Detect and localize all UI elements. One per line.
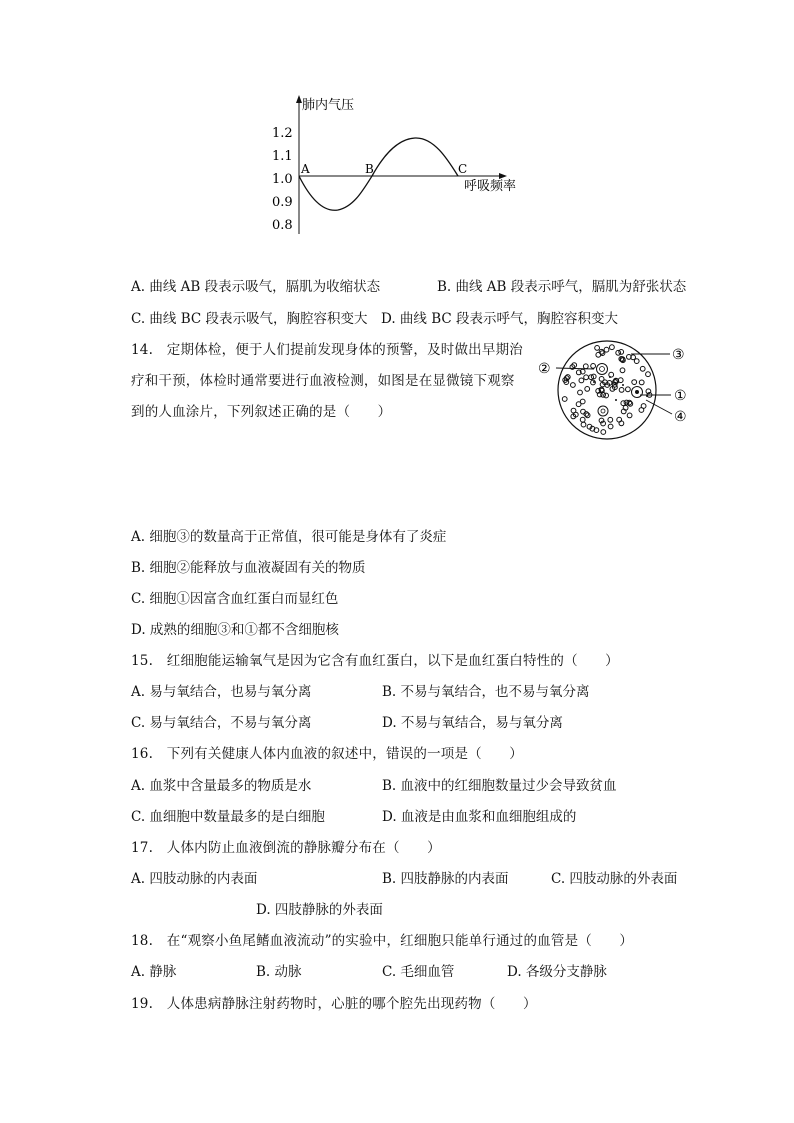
red-blood-cell [608, 424, 613, 429]
red-blood-cell [632, 380, 637, 385]
red-blood-cell [634, 359, 639, 364]
q15-stem: 15. 红细胞能运输氧气是因为它含有血红蛋白，以下是血红蛋白特性的（ ） [131, 653, 619, 669]
point-a-label: A [301, 162, 310, 176]
q16-option-c: C. 血细胞中数量最多的是白细胞 [131, 809, 325, 825]
q17-option-b: B. 四肢静脉的内表面 [382, 871, 509, 887]
q18-option-d: D. 各级分支静脉 [507, 964, 607, 980]
red-blood-cell [610, 345, 615, 350]
red-blood-cell [578, 390, 583, 395]
red-blood-cell [627, 413, 632, 418]
white-cell-3 [598, 406, 608, 416]
q13-option-c: C. 曲线 BC 段表示吸气，胸腔容积变大 [131, 311, 368, 327]
q16-option-d: D. 血液是由血浆和血细胞组成的 [382, 809, 577, 825]
label-2: ② [538, 361, 551, 377]
field-of-view [558, 341, 656, 439]
blood-smear-figure [536, 338, 696, 442]
red-blood-cell [562, 397, 567, 402]
red-blood-cell [640, 366, 645, 371]
label-1: ① [674, 388, 687, 404]
red-blood-cell [581, 422, 586, 427]
red-blood-cell [580, 399, 585, 404]
q14-option-c: C. 细胞①因富含血红蛋白而显红色 [131, 591, 339, 607]
red-blood-cell [571, 408, 576, 413]
red-blood-cell [619, 388, 624, 393]
q17-stem: 17. 人体内防止血液倒流的静脉瓣分布在（ ） [131, 840, 441, 856]
q14-stem-line3: 到的人血涂片，下列叙述正确的是（ ） [131, 404, 392, 420]
q16-option-b: B. 血液中的红细胞数量过少会导致贫血 [382, 778, 617, 794]
red-blood-cell [646, 372, 651, 377]
red-blood-cell [595, 346, 600, 351]
q17-option-d: D. 四肢静脉的外表面 [256, 902, 383, 918]
q18-stem: 18. 在“观察小鱼尾鳍血液流动”的实验中，红细胞只能单行通过的血管是（ ） [131, 933, 634, 949]
pointer-2 [556, 368, 594, 369]
q16-option-a: A. 血浆中含量最多的物质是水 [131, 778, 312, 794]
pressure-curve [299, 138, 458, 210]
q18-option-b: B. 动脉 [256, 964, 302, 980]
red-blood-cell [585, 387, 590, 392]
point-c-label: C [458, 162, 468, 176]
point-b-label: B [365, 162, 374, 176]
q19-stem: 19. 人体患病静脉注射药物时，心脏的哪个腔先出现药物（ ） [131, 996, 537, 1012]
red-blood-cells [562, 345, 652, 435]
red-blood-cell [639, 408, 644, 413]
red-blood-cell [591, 364, 596, 369]
red-blood-cell [585, 413, 590, 418]
q13-option-d: D. 曲线 BC 段表示呼气，胸腔容积变大 [381, 311, 619, 327]
q13-option-b: B. 曲线 AB 段表示呼气，膈肌为舒张状态 [437, 279, 687, 295]
q14-stem-line1: 14. 定期体检，便于人们提前发现身体的预警，及时做出早期治 [131, 342, 523, 358]
q14-option-b: B. 细胞②能释放与血液凝固有关的物质 [131, 560, 366, 576]
red-blood-cell [601, 430, 606, 435]
q18-option-a: A. 静脉 [131, 964, 177, 980]
white-cell-2 [597, 364, 608, 375]
y-tick-0.9: 0.9 [272, 195, 293, 210]
q13-option-a: A. 曲线 AB 段表示吸气，膈肌为收缩状态 [131, 279, 381, 295]
red-blood-cell [580, 417, 585, 422]
red-blood-cell [617, 417, 622, 422]
y-tick-1.2: 1.2 [272, 126, 293, 141]
red-blood-cell [608, 417, 613, 422]
q18-option-c: C. 毛细血管 [382, 964, 455, 980]
pointer-4 [646, 400, 672, 414]
red-blood-cell [639, 380, 644, 385]
red-blood-cell [571, 383, 576, 388]
q17-option-a: A. 四肢动脉的内表面 [131, 871, 258, 887]
red-blood-cell [620, 368, 625, 373]
q15-option-d: D. 不易与氧结合，易与氧分离 [382, 715, 563, 731]
y-tick-1.0: 1.0 [272, 172, 293, 187]
q17-option-c: C. 四肢动脉的外表面 [551, 871, 678, 887]
label-4: ④ [674, 409, 687, 425]
red-blood-cell [579, 378, 584, 383]
red-blood-cell [626, 387, 631, 392]
label-3: ③ [672, 347, 685, 363]
lung-pressure-graph [268, 92, 528, 237]
q14-option-d: D. 成熟的细胞③和①都不含细胞核 [131, 622, 339, 638]
q16-stem: 16. 下列有关健康人体内血液的叙述中，错误的一项是（ ） [131, 746, 523, 762]
q15-option-b: B. 不易与氧结合，也不易与氧分离 [382, 684, 590, 700]
q15-option-c: C. 易与氧结合，不易与氧分离 [131, 715, 312, 731]
red-blood-cell [599, 377, 604, 382]
y-tick-0.8: 0.8 [272, 218, 293, 233]
red-blood-cell [583, 364, 588, 369]
red-blood-cell [604, 347, 609, 352]
q14-stem-line2: 疗和干预，体检时通常要进行血液检测，如图是在显微镜下观察 [131, 373, 515, 389]
q14-option-a: A. 细胞③的数量高于正常值，很可能是身体有了炎症 [131, 529, 447, 545]
red-blood-cell [584, 375, 589, 380]
y-axis-label: 肺内气压 [302, 98, 355, 113]
x-axis-label: 呼吸频率 [464, 179, 517, 194]
q15-option-a: A. 易与氧结合，也易与氧分离 [131, 684, 312, 700]
red-blood-cell [616, 350, 621, 355]
y-tick-1.1: 1.1 [272, 149, 293, 164]
